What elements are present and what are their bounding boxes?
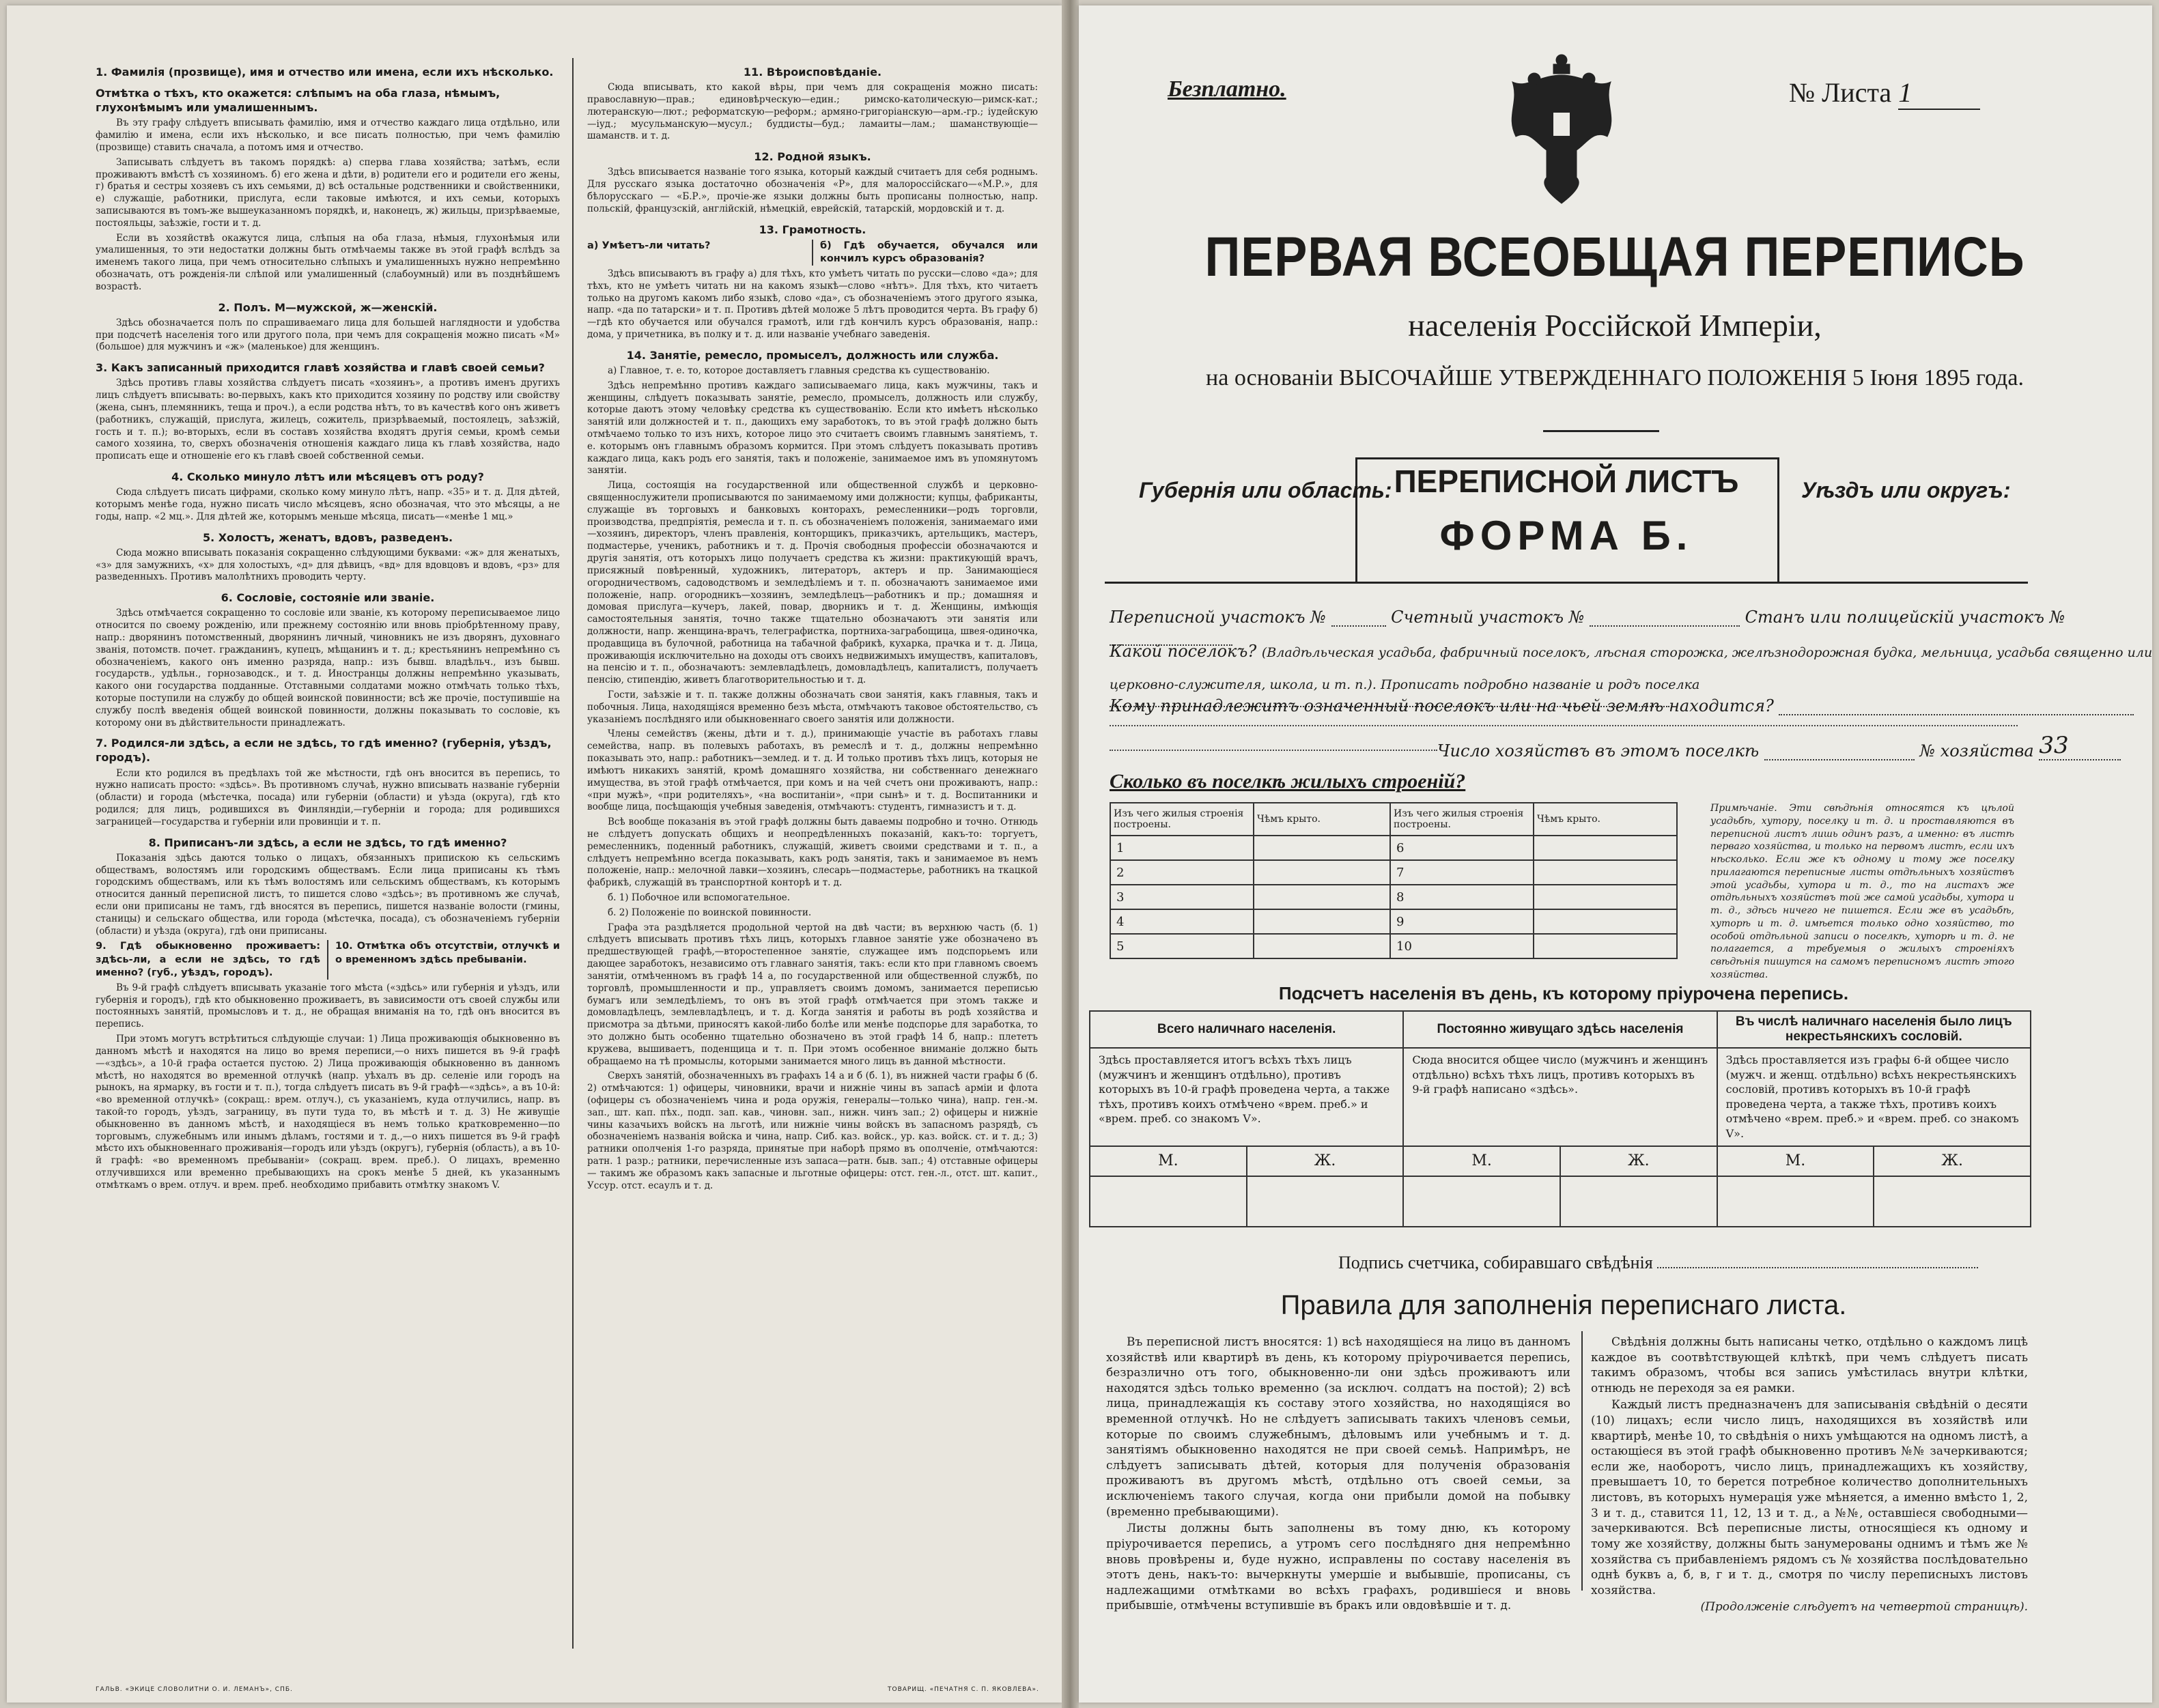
non-peasant-text: Здѣсь проставляется изъ графы 6-й общее число (мужч. и женщ. отдѣльно) всѣхъ некрестьянскихъ сословій, противъ которыхъ въ 10-й графѣ проведена черта, а также тѣхъ, противъ коихъ отмѣчено «врем. преб.» и «врем. преб. со знакомъ V». xyxy=(1717,1048,2031,1146)
form-type: ФОРМА Б. xyxy=(1439,513,1693,558)
instruction-paragraph: Гости, заѣзжіе и т. п. также должны обозначать свои занятія, какъ главныя, такъ и побочныя. Лица, находящіяся временно безъ мѣста, отмѣчаютъ таковое обстоятельство, съ указаніемъ послѣдняго или обыкновеннаго своего занятія или должности. xyxy=(587,689,1038,725)
instruction-paragraph: Въ 9-й графѣ слѣдуетъ вписывать указаніе того мѣста («здѣсь» или губернія и уѣздъ, или губернія и городъ), гдѣ кто обыкновенно проживаетъ, въ зависимости отъ своей службы или постоянныхъ занятій, промысловъ и т. д., не обращая вниманія на то, гдѣ онъ вносится въ перепись. xyxy=(96,982,560,1030)
count-cell[interactable] xyxy=(1090,1176,1247,1227)
population-count-title: Подсчетъ населенія въ день, къ которому пріурочена перепись. xyxy=(1278,983,1849,1004)
instruction-paragraph: Здѣсь непремѣнно противъ каждаго записываемаго лица, какъ мужчины, такъ и женщины, слѣдуетъ показывать занятіе, ремесло, промыселъ, должность или службу, которые даютъ этому человѣку средства къ существованію. Если кто имѣетъ нѣсколько занятій или должностей и т. п., дающихъ ему заработокъ, то въ этой графѣ должно быть отмѣчаемо только то изъ нихъ, которое лицо это считаетъ своимъ главнымъ занятіемъ, т. е. которымъ онъ главнымъ образомъ кормится. При этомъ слѣдуетъ показывать противъ каждаго лица, какъ родъ его занятія, такъ и положеніе, занимаемое имъ въ упомянутомъ занятіи. xyxy=(587,380,1038,476)
legal-basis: на основаніи ВЫСОЧАЙШЕ УТВЕРЖДЕННАГО ПОЛОЖЕНІЯ 5 Іюня 1895 года. xyxy=(1206,365,2024,390)
split-heading-left: а) Умѣетъ-ли читать? xyxy=(587,240,711,251)
count-cell[interactable] xyxy=(1874,1176,2031,1227)
split-heading-right: 10. Отмѣтка объ отсутствіи, отлучкѣ и о временномъ здѣсь пребываніи. xyxy=(335,941,560,965)
section-heading: 2. Полъ. М—мужской, ж—женскій. xyxy=(218,300,438,314)
instruction-paragraph: Здѣсь обозначается полъ по спрашиваемаго лица для большей наглядности и удобства при подсчетѣ населенія того или другого пола, при чемъ для сокращенія можно писать «М» (большое) для мужчинъ и «ж» (маленькое) для женщинъ. xyxy=(96,317,560,353)
roof-header: Чѣмъ крыто. xyxy=(1254,803,1390,836)
permanent-residents-text: Сюда вносится общее число (мужчинъ и женщинъ отдѣльно) всѣхъ тѣхъ лицъ, противъ которыхъ въ 9-й графѣ написано «здѣсь». xyxy=(1403,1048,1717,1146)
building-row: 3 xyxy=(1110,885,1254,909)
settlement-hint-line: церковно-служителя, школа, и т. п.). Прописать подробно названіе и родъ поселка xyxy=(1110,677,2159,707)
sheet-number-value: 1 xyxy=(1898,76,1980,110)
section-heading: 8. Приписанъ-ли здѣсь, а если не здѣсь, то гдѣ именно? xyxy=(148,836,507,849)
free-label: Безплатно. xyxy=(1168,76,1286,102)
settlement-field[interactable]: Какой поселокъ? (Владѣльческая усадьба, фабричный поселокъ, лѣсная сторожка, желѣзнодорожная будка, мельница, усадьба священно или xyxy=(1110,642,2153,661)
building-row: 5 xyxy=(1110,934,1254,958)
instruction-paragraph: Здѣсь противъ главы хозяйства слѣдуетъ писать «хозяинъ», а противъ именъ другихъ лицъ слѣдуетъ вписывать: во-первыхъ, какъ кто приходится хозяину по родству или свойству (жена, сынъ, племянникъ, теща и проч.), а если родства нѣтъ, то въ качествѣ кого онъ живетъ (работникъ, служащій, прислуга, жилецъ, сожитель, призрѣваемый, постоялецъ, заѣзжій, гость и т. п.); во-вторыхъ, если въ составъ хозяйства входятъ другія семьи, кромѣ семьи самого хозяина, то, сверхъ обозначенія отношенія каждаго лица къ главѣ хозяйства, надо прописать еще и отношеніе его къ главѣ своей собственной семьи. xyxy=(96,378,560,462)
instructions-column-1 xyxy=(96,58,560,1195)
district-label: Уѣздъ или округъ: xyxy=(1801,478,2011,502)
female-label: Ж. xyxy=(1874,1146,2031,1176)
instruction-paragraph: а) Главное, т. е. то, которое доставляетъ главныя средства къ существованію. xyxy=(608,365,990,376)
buildings-table xyxy=(1110,802,2018,980)
building-row: 2 xyxy=(1110,860,1254,885)
population-count-table xyxy=(1089,1010,2031,1227)
section-heading: 3. Какъ записанный приходится главѣ хозяйства и главѣ своей семьи? xyxy=(96,361,545,375)
instruction-paragraph: Въ эту графу слѣдуетъ вписывать фамилію, имя и отчество каждаго лица отдѣльно, или фамилію и имена, если ихъ нѣсколько, и все писать полностью, при чемъ фамилію (прозвище) ставить сначала, а потомъ имя и отчество. xyxy=(96,117,560,153)
instruction-paragraph: При этомъ могутъ встрѣтиться слѣдующіе случаи: 1) Лица проживающія обыкновенно въ данномъ мѣстѣ и находятся на лицо во время переписи,—о нихъ пишется въ 9-й графѣ—«здѣсь», а 10-й графа остается пустою. 2) Лица проживающія обыкновенно въ данномъ мѣстѣ, но находятся во временной отлучкѣ (напр. уѣхалъ въ др. селеніе или городъ на рынокъ, на ярмарку, въ гости и т. п.), тогда слѣдуетъ писать въ 9-й графѣ—«здѣсь», а въ 10-й: «во временной отлучкѣ» (сокращ.: врем. отлуч.), съ указаніемъ, куда отлучились, напр. въ такой-то городъ, уѣздъ, заграницу, въ пути туда то, въ мѣстѣ и т. д. 3) Не живущіе обыкновенно въ данномъ мѣстѣ, и находящіеся въ немъ только кратковременно—по торговымъ, служебнымъ или инымъ дѣламъ, гостями и т. д.,—о нихъ пишется въ 9-й графѣ мѣсто ихъ обыкновеннаго проживанія—городъ или уѣздъ (округъ), губернія (область), а въ 10-й графѣ: «во временномъ пребываніи» (сокращ. врем. преб.). О лицахъ, временно отлучившихся или временно пребывающихъ на срокъ менѣе 5 дней, къ указаннымъ отмѣткамъ о врем. отлуч. и врем. преб. необходимо прибавить отмѣтку знакомъ V. xyxy=(96,1034,560,1191)
total-present-text: Здѣсь проставляется итогъ всѣхъ тѣхъ лицъ (мужчинъ и женщинъ отдѣльно), противъ которыхъ въ 10-й графѣ проведена черта, а также тѣхъ, противъ коихъ отмѣчено «врем. преб.» и «врем. преб. со знакомъ V». xyxy=(1090,1048,1403,1146)
instructions-column-2 xyxy=(587,58,1038,1195)
total-present-header: Всего наличнаго населенія. xyxy=(1090,1011,1403,1048)
instruction-paragraph: Лица, состоящія на государственной или общественной службѣ и церковно-священнослужители прописываются по занимаемому ими должности; купцы, фабриканты, служащіе въ торговыхъ и банковыхъ конторахъ, ремесленники—родъ торговли, производства, предпріятія, ремесла и т. п. съ обозначеніемъ положенія, занимаемаго ими—хозяинъ, директоръ, членъ правленія, конторщикъ, приказчикъ, артельщикъ, мастеръ, подмастерье, ученикъ, работникъ и т. д. Прочія свободныя профессіи обозначаются и другія занятія, отъ которыхъ лицо получаетъ средства къ жизни: практикующій врачъ, присяжный повѣренный, художникъ, литераторъ, актеръ и пр. Занимающіеся огородничествомъ, садоводствомъ и земледѣліемъ и т. п. обозначаютъ занимаемое ими положеніе, напр. огородникъ—хозяинъ, земледѣлецъ—работникъ и пр.; домашняя и домовая прислуга—кучеръ, лакей, повар, дворникъ и т. д. Женщины, имѣющія самостоятельныя занятія, точно также тщательно обозначаютъ эти занятія или должности, напр. женщина-врачъ, телеграфистка, портниха-заграбощица, швея-одиночка, продавщица въ булочной, работница на табачной фабрикѣ, кухарка, прачка и т. д. Лица, проживающія исключительно на доходы отъ своихъ недвижимыхъ имуществъ, капиталовъ, на пенсію и т. п., обозначаютъ: землевладѣлецъ, домовладѣлецъ, капиталистъ, получаетъ пенсію, стипендію, живетъ благотворительностью и т. д. xyxy=(587,480,1038,686)
split-heading-left: 9. Гдѣ обыкновенно проживаетъ: здѣсь-ли, а если не здѣсь, то гдѣ именно? (губ., уѣздъ, городъ). xyxy=(96,941,320,978)
printer-imprint-left: ГАЛЬВ. «ЭКИЦЕ СЛОВОЛИТНИ О. И. ЛЕМАНЪ», СПБ. xyxy=(96,1686,293,1693)
building-row: 10 xyxy=(1390,934,1534,958)
household-number-value: 33 xyxy=(2039,732,2121,760)
rule-paragraph: Листы должны быть заполнены въ тому дню, къ которому пріурочивается перепись, а утромъ сего послѣдняго дня непремѣнно вновь провѣрены и, буде нужно, исправлены по составу населенія въ этотъ день, накъ-то: вычеркнуты умершіе и выбывшіе, прописаны, съ надлежащими отмѣтками во всѣхъ графахъ, родившіеся и вновь прибывшіе, отмѣчены вступившіе въ бракъ или овдовѣвшіе и т. д. xyxy=(1106,1522,1570,1613)
sheet-number-label: № Листа xyxy=(1789,77,1892,108)
male-label: М. xyxy=(1717,1146,1874,1176)
instruction-paragraph: Сюда вписывать, кто какой вѣры, при чемъ для сокращенія можно писать: православную—прав.; единовѣрческую—един.; римско-католическую—римск-кат.; лютеранскую—лют.; реформатскую—реформ.; армяно-григоріанскую—арм.-гр.; іудейскую—іуд.; мусульманскую—мусул.; буддисты—буд.; ламаиты—лам.; шаманствующіе—шаманств. и т. д. xyxy=(587,82,1038,142)
female-label: Ж. xyxy=(1560,1146,1717,1176)
page-subtitle: населенія Россійской Имперіи, xyxy=(1408,308,1822,343)
section-heading: Отмѣтка о тѣхъ, кто окажется: слѣпымъ на оба глаза, нѣмымъ, глухонѣмымъ или умалишеннымъ. xyxy=(96,87,500,115)
owner-field[interactable]: Кому принадлежитъ означенный поселокъ или на чьей землѣ находится? xyxy=(1110,696,2134,715)
instruction-paragraph: Здѣсь отмѣчается сокращенно то сословіе или званіе, къ которому переписываемое лицо относится по своему рожденію, или прежнему состоянію или вновь пріобрѣтенному праву, напр.: дворянинъ потомственный, дворянинъ личный, чиновникъ не изъ дворянъ, духовнаго званія, потомств. почет. гражданинъ, купецъ, мѣщанинъ и т. д.; крестьянинъ непремѣнно съ обозначеніемъ, какого онъ именно разряда, напр.: изъ бывш. владѣльч., изъ бывш. государств., удѣльн., горнозаводск., и т. д. Иностранцы должны непремѣнно указывать, какого они государства подданные. Отставными солдатами можно отмѣчать только тѣхъ, которые поступили на службу до общей воинской повинности; всѣ же прочіе, поступившіе на службу послѣ введенія общей воинской повинности, должны показывать то сословіе, къ которому они въ дѣйствительности принадлежатъ. xyxy=(96,608,560,728)
count-cell[interactable] xyxy=(1560,1176,1717,1227)
permanent-residents-header: Постоянно живущаго здѣсь населенія xyxy=(1403,1011,1717,1048)
rules-column-2 xyxy=(1591,1335,2028,1617)
section-heading: 13. Грамотность. xyxy=(759,223,866,236)
split-heading xyxy=(587,240,1038,266)
instruction-paragraph: Записывать слѣдуетъ въ такомъ порядкѣ: а) сперва глава хозяйства; затѣмъ, если проживаютъ вмѣстѣ съ хозяиномъ. б) его жена и дѣти, в) родители его и родители его жены, г) братья и сестры хозяевъ съ ихъ семьями, д) всѣ остальные родственники и свойственники, е) служащіе, работники, прислуга, если таковые имѣются, и ихъ семьи, которыхъ записываются въ томъ-же вышеуказанномъ порядкѣ, и, наконецъ, ж) жильцы, призрѣваемые, постояльцы, заѣзжіе, гости и т. д. xyxy=(96,156,560,229)
building-row: 7 xyxy=(1390,860,1534,885)
instruction-paragraph: Сюда можно вписывать показанія сокращенно слѣдующими буквами: «ж» для женатыхъ, «з» для замужнихъ, «х» для холостыхъ, «д» для дѣвицъ, «вд» для вдовцовъ и вдовъ, «рз» для разведенныхъ. Противъ малолѣтнихъ проводить черту. xyxy=(96,547,560,583)
buildings-note: Примѣчаніе. Эти свѣдѣнія относятся къ цѣлой усадьбѣ, хутору, поселку и т. д. и проставляются въ переписной листъ лишь одинъ разъ, а именно: въ листѣ перваго хозяйства, и только на первомъ листѣ, если ихъ нѣсколько. Если же къ одному и тому же поселку прилагаются переписные листы отдѣльныхъ хозяйствъ этой усадьбы, хутора и т. д., то на листахъ же отдѣльныхъ хозяйствъ той же самой усадьбы, хутора и т. д., здѣсь ничего не пишется. Если же въ усадьбѣ, хуторѣ и т. д. имѣется только одно хозяйство, то особой отдѣльной записи о поселкѣ, хуторѣ и т. д. не полагается, а требуемыя о жилыхъ строеніяхъ свѣдѣнія пишутся на самомъ переписномъ листѣ этого хозяйства. xyxy=(1710,803,2014,980)
province-label: Губернія или область: xyxy=(1139,478,1392,502)
section-heading: 5. Холостъ, женатъ, вдовъ, разведенъ. xyxy=(202,530,453,544)
households-field[interactable]: Число хозяйствъ въ этомъ поселкѣ № хозяйства 33 xyxy=(1437,732,2121,760)
instruction-paragraph: Здѣсь вписываютъ въ графу а) для тѣхъ, кто умѣетъ читать по русски—слово «да»; для тѣхъ, кто не умѣетъ читать ни на какомъ языкѣ—слово «нѣтъ». Для тѣхъ, кто читаетъ только на другомъ какомъ либо языкѣ, слово «да», съ обозначеніемъ этого другого языка, напр. «да по татарски» и т. п. Противъ дѣтей моложе 5 лѣтъ проводится черта. Въ графу б)—гдѣ кто обучается или обучался грамотѣ, или гдѣ кончилъ курсъ образованія, напр.: дома, у причетника, въ полку и т. д. или названіе учебнаго заведенія. xyxy=(587,268,1038,340)
building-row: 1 xyxy=(1110,836,1254,860)
buildings-label: Сколько въ поселкѣ жилыхъ строеній? xyxy=(1110,770,1466,793)
split-heading-right: б) Гдѣ обучается, обучался или кончилъ курсъ образованія? xyxy=(820,240,1038,264)
count-cell[interactable] xyxy=(1403,1176,1560,1227)
section-heading: 7. Родился-ли здѣсь, а если не здѣсь, то гдѣ именно? (губернія, уѣздъ, городъ). xyxy=(96,737,552,765)
building-row: 4 xyxy=(1110,909,1254,934)
column-divider xyxy=(572,58,574,1649)
instruction-paragraph: Если въ хозяйствѣ окажутся лица, слѣпыя на оба глаза, нѣмыя, глухонѣмыя или умалишенныя, то эти недостатки должны быть отмѣчаемы также въ этой графѣ вслѣдъ за именемъ такого лица, при чемъ относительно слѣпыхъ и умалишенныхъ нужно непремѣнно обозначать, отъ рожденія-ли слѣпой или умалишенный (слабоумный) или въ позднѣйшемъ возрастѣ. xyxy=(96,232,560,292)
section-heading: 11. Вѣроисповѣданіе. xyxy=(743,66,882,79)
rule-paragraph: Каждый листъ предназначенъ для записыванія свѣдѣній о десяти (10) лицахъ; если число лицъ, находящихся въ хозяйствѣ или квартирѣ, менѣе 10, то свѣдѣнія о нихъ умѣщаются на одномъ листѣ, а остающіеся въ этой графѣ обыкновенно противъ №№ зачеркиваются; если же, наоборотъ, число лицъ, принадлежащихъ къ хозяйству, превышаетъ 10, то берется потребное количество дополнительныхъ листовъ, въ которыхъ нумерація уже мѣняется, а именно вмѣсто 1, 2, 3 и т. д., ставится 11, 12, 13 и т. д., а №№, оставшіеся свободными—зачеркиваются. Всѣ переписные листы, относящіеся къ одному и тому же хозяйству, должны быть занумерованы однимъ и тѣмъ же № хозяйства съ прибавленіемъ рядомъ съ № хозяйства послѣдовательно однѣ буквъ а, б, в, г и т. д., смотря по числу переписныхъ листовъ хозяйства. xyxy=(1591,1398,2028,1597)
instruction-paragraph: Если кто родился въ предѣлахъ той же мѣстности, гдѣ онъ вносится въ перепись, то нужно написать просто: «здѣсь». Въ противномъ случаѣ, нужно вписывать названіе губерніи (области) и города (мѣстечка, посада) или губерніи (области) и уѣзда (округа), гдѣ кто родился; для лицъ, родившихся въ Финляндіи,—губерніи и города; для родившихся заграницей—государства и губерніи или провинціи и т. п. xyxy=(96,767,560,827)
double-headed-eagle-emblem xyxy=(1499,48,1625,212)
rules-column-1 xyxy=(1106,1335,1570,1615)
male-label: М. xyxy=(1090,1146,1247,1176)
instruction-paragraph: Члены семействъ (жены, дѣти и т. д.), принимающіе участіе въ работахъ главы семейства, напр. въ полевыхъ работахъ, въ ремеслѣ и т. д., должны непремѣнно показывать это, напр.: работникъ—землед. и т. д. И только противъ тѣхъ лицъ, которыя не имѣютъ никакихъ занятій, кромѣ домашняго хозяйства, ни собственнаго денежнаго имущества, въ этой графѣ отмѣчается, при комъ и на чей счетъ они проживаютъ, напр.: «при мужѣ», «при родителяхъ», «на воспитаніи», «при сынѣ» и т. д. Воспитанники и вообще лица, посѣщающія учебныя заведенія, отмѣчаютъ: студентъ, гимназистъ и т. д. xyxy=(587,728,1038,813)
building-row: 6 xyxy=(1390,836,1534,860)
male-label: М. xyxy=(1403,1146,1560,1176)
census-sheet-title: ПЕРЕПИСНОЙ ЛИСТЪ xyxy=(1394,464,1739,499)
book-spine xyxy=(1062,0,1079,1708)
instruction-paragraph: Сюда слѣдуетъ писать цифрами, сколько кому минуло лѣтъ, напр. «35» и т. д. Для дѣтей, которымъ менѣе года, нужно писать число мѣсяцевъ, ясно обозначая, что это мѣсяцы, а не годы, напр. «2 мц.». Для дѣтей же, которымъ меньше мѣсяца, писать—«менѣе 1 мц.» xyxy=(96,487,560,522)
page-title: ПЕРВАЯ ВСЕОБЩАЯ ПЕРЕПИСЬ xyxy=(1204,226,2025,288)
female-label: Ж. xyxy=(1247,1146,1404,1176)
count-cell[interactable] xyxy=(1717,1176,1874,1227)
instruction-paragraph: б. 2) Положеніе по воинской повинности. xyxy=(608,907,812,918)
rule-paragraph: Въ переписной листъ вносятся: 1) всѣ находящіеся на лицо въ данномъ хозяйствѣ или квартирѣ въ день, къ которому пріурочивается перепись, безразлично отъ того, обыкновенно-ли они здѣсь проживаютъ или находятся здѣсь только временно (за исключ. солдатъ на постой); 2) всѣ лица, принадлежащія къ составу этого хозяйства, но находящіяся во временной отлучкѣ. Но не слѣдуетъ записывать такихъ членовъ семьи, которые по своимъ служебнымъ, дѣловымъ или учебнымъ и т. д. занятіямъ обыкновенно находятся не при своей семьѣ. Напримѣръ, не слѣдуетъ записывать дѣтей, которыя для полученія образованія проживаютъ въ другомъ мѣстѣ, отдѣльно отъ своей семьи, за исключеніемъ такого случая, когда они прибыли домой на побывку (временно пребывающими). xyxy=(1106,1335,1570,1519)
building-row: 8 xyxy=(1390,885,1534,909)
instruction-paragraph: Показанія здѣсь даются только о лицахъ, обязанныхъ припискою къ сельскимъ обществамъ, волостямъ или городскимъ обществамъ. Если лица приписаны къ тѣмъ городскимъ обществамъ, или къ тѣмъ волостямъ или сельскимъ обществамъ, къ которымъ относится данный переписной листъ, то пишется слово «здѣсь»; въ противномъ же случаѣ, если они приписаны не тамъ, гдѣ вносятся въ перепись, пишется названіе волости (гмины, станицы) и сельскаго общества, или города (мѣстечка, посада), съ обозначеніемъ губерніи (области) и уѣзда (округа), гдѣ они приписаны. xyxy=(96,852,560,937)
section-heading: 1. Фамилія (прозвище), имя и отчество или имена, если ихъ нѣсколько. xyxy=(96,66,554,79)
instruction-paragraph: Графа эта раздѣляется продольной чертой на двѣ части; въ верхнюю часть (б. 1) слѣдуетъ вписывать противъ тѣхъ лицъ, которыхъ главное занятіе уже обозначено въ предшествующей графѣ,—второстепенное занятіе, служащее имъ подспорьемъ или дающее заработокъ, независимо отъ главнаго занятія, такъ: если кто при главномъ своемъ занятіи, отмѣченномъ въ графѣ 14 а, по государственной или общественной службѣ, по торговлѣ, промышленности и пр., управляетъ своимъ домомъ, занимается переписью бумагъ или земледѣліемъ, то онъ въ этой графѣ отмѣчается при этомъ также и домовладѣлецъ, землевладѣлецъ, и т. д. Когда занятія и работы въ родѣ хозяйства и присмотра за дѣтьми, приносятъ какой-либо болѣе или менѣе подспорье для заработка, то это должно быть особенно тщательно обозначено въ этой графѣ 14 б, напр.: плететъ кружева, вышиваетъ, поденщица и т. п. При этомъ особенное вниманіе должно быть обращаемо на тѣ промыслы, которыми занимается много лицъ въ данной мѣстности. xyxy=(587,922,1038,1067)
form-header-box xyxy=(1105,457,2028,584)
section-heading: 12. Родной языкъ. xyxy=(754,150,871,164)
rules-divider xyxy=(1581,1331,1583,1591)
instruction-paragraph: Сверхъ занятій, обозначенныхъ въ графахъ 14 а и б (б. 1), въ нижней части графы б (б. 2) отмѣчаются: 1) офицеры, чиновники, врачи и нижніе чины въ запасѣ арміи и флота (офицеры съ обозначеніемъ чина и рода оружія, генералы—только чина), напр. ген.-м. зап., шт. кап. пѣх., подп. зап. кав., чиновн. зап., нижн. чинъ зап.; 2) офицеры и нижніе чины казачьихъ войскъ на льготѣ, или нижніе чины войскъ въ запасномъ разрядѣ, съ обозначеніемъ названія войска и чина, напр. Сиб. каз. войск., ур. каз. войск. ст. и т. д.; 3) ратники ополченія 1-го разряда, принятые при наборѣ прямо въ ополченіе, отмѣчаются: ратн. 1 разр.; ратники, перечисленные изъ запаса—ратн. быв. зап.; 4) отставные офицеры — такимъ же образомъ какъ запасные и льготные офицеры: отст. ген.-л., отст. шт. капит., Уссур. отст. есаулъ и т. д. xyxy=(587,1070,1038,1191)
printer-imprint-right: ТОВАРИЩ. «ПЕЧАТНЯ С. П. ЯКОВЛЕВА». xyxy=(888,1686,1039,1693)
sheet-number xyxy=(1789,76,1980,110)
count-cell[interactable] xyxy=(1247,1176,1404,1227)
split-heading xyxy=(96,940,560,979)
rule-paragraph: Свѣдѣнія должны быть написаны четко, отдѣльно о каждомъ лицѣ каждое въ соотвѣтствующей клѣткѣ, при чемъ слѣдуетъ писать такимъ образомъ, чтобы вся запись умѣстилась внутри клѣтки, отнюдь не переходя за ея рамки. xyxy=(1591,1335,2028,1395)
title-rule xyxy=(1543,430,1659,432)
material-header-2: Изъ чего жилыя строенія построены. xyxy=(1390,803,1534,836)
enumerator-signature-field[interactable]: Подпись счетчика, собиравшаго свѣдѣнія xyxy=(1338,1253,1978,1273)
building-row: 9 xyxy=(1390,909,1534,934)
instruction-paragraph: Всѣ вообще показанія въ этой графѣ должны быть даваемы подробно и точно. Отнюдь не слѣдуетъ допускать общихъ и неопредѣленныхъ показаній, какъ-то: торгуетъ, ремесленникъ, поденный работникъ, служащій, живетъ своими средствами и т. п., а слѣдуетъ непремѣнно всегда показывать, какъ родъ занятія, такъ и занимаемое въ немъ положеніе, напр.: мелочной лавки—хозяинъ, слесарь—подмастерье, работникъ на ткацкой фабрикѣ, служащій въ транспортной конторѣ и т. д. xyxy=(587,816,1038,889)
rules-title: Правила для заполненія переписнаго листа. xyxy=(1280,1290,1847,1320)
section-heading: 6. Сословіе, состояніе или званіе. xyxy=(221,591,435,605)
instruction-paragraph: б. 1) Побочное или вспомогательное. xyxy=(608,892,791,903)
continuation-note: (Продолженіе слѣдуетъ на четвертой страницѣ). xyxy=(1700,1600,2028,1614)
census-area-field[interactable]: Переписной участокъ № Счетный участокъ № Станъ или полицейскій участокъ № xyxy=(1110,608,2159,646)
material-header: Изъ чего жилыя строенія построены. xyxy=(1110,803,1254,836)
non-peasant-header: Въ числѣ наличнаго населенія было лицъ некрестьянскихъ сословій. xyxy=(1717,1011,2031,1048)
instruction-paragraph: Здѣсь вписывается названіе того языка, который каждый считаетъ для себя роднымъ. Для русскаго языка достаточно обозначенія «Р», для малороссійскаго—«М.Р.», для бѣлорусскаго — «Б.Р.», прочіе-же языки должны быть прописаны полностью, напр. польскій, французскій, англійскій, нѣмецкій, еврейскій, татарскій, мордовскій и т. д. xyxy=(587,167,1038,214)
section-heading: 4. Сколько минуло лѣтъ или мѣсяцевъ отъ роду? xyxy=(171,470,484,484)
section-heading: 14. Занятіе, ремесло, промыселъ, должность или служба. xyxy=(626,348,999,362)
roof-header-2: Чѣмъ крыто. xyxy=(1534,803,1677,836)
